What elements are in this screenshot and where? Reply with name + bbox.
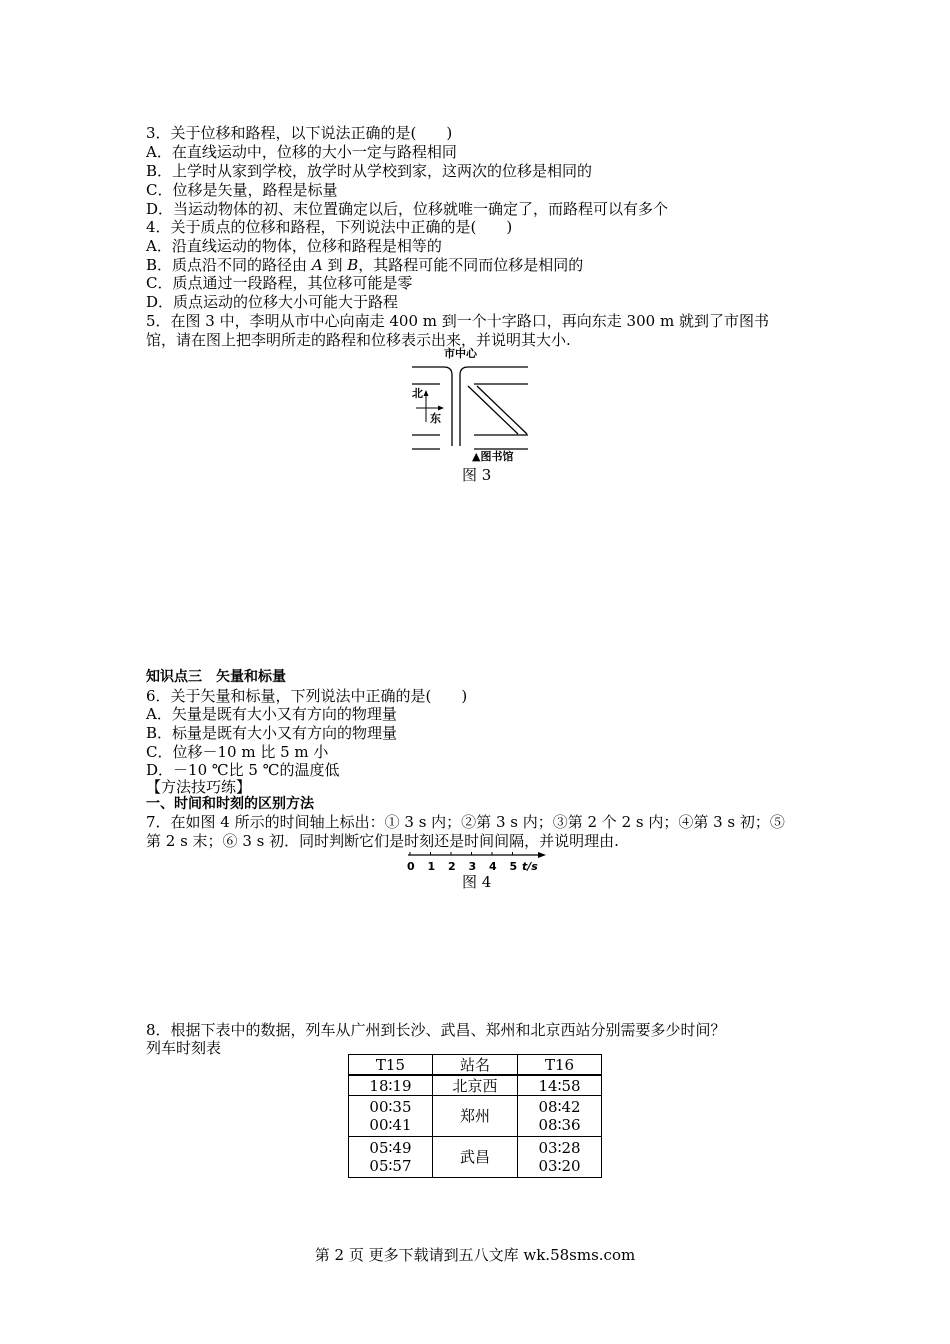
q4-option-b (146, 256, 583, 274)
east-arrow-icon (438, 406, 444, 411)
time-axis-tick-label: 3 (468, 860, 477, 873)
q3-option-d: D．当运动物体的初、末位置确定以后，位移就唯一确定了，而路程可以有多个 (146, 200, 669, 218)
q4-option-d: D．质点运动的位移大小可能大于路程 (146, 293, 399, 311)
figure-3-caption: 图 3 (462, 466, 492, 484)
timetable-station-cell: 北京西 (432, 1075, 517, 1096)
time-axis-tick-label: 0 (407, 860, 415, 873)
timetable-time: 05∶49 (369, 1139, 412, 1157)
q6-option-a: A．矢量是既有大小又有方向的物理量 (146, 705, 397, 723)
figure-4-caption: 图 4 (462, 873, 492, 891)
figure-3-map (410, 344, 535, 466)
timetable-time: 05∶57 (369, 1157, 412, 1175)
q8-line1: 8．根据下表中的数据，列车从广州到长沙、武昌、郑州和北京西站分别需要多少时间？ (146, 1021, 726, 1039)
timetable-time: 14∶58 (538, 1076, 581, 1095)
q4-stem: 4．关于质点的位移和路程，下列说法中正确的是( ) (146, 218, 513, 236)
map-diagonal-road-2 (477, 386, 527, 434)
timetable-row (349, 1096, 602, 1137)
timetable-header-row (349, 1055, 602, 1076)
map-diagonal-road-1 (468, 386, 518, 434)
train-timetable (348, 1054, 602, 1178)
q7-line1: 7．在如图 4 所示的时间轴上标出：① 3 s 内；②第 3 s 内；③第 2 个 2 s 内；④第 3 s 初；⑤ (146, 813, 785, 831)
timetable-time: 03∶20 (538, 1157, 581, 1175)
q6-option-b: B．标量是既有大小又有方向的物理量 (146, 724, 398, 742)
q4-option-c: C．质点通过一段路程，其位移可能是零 (146, 274, 413, 292)
section-3-title: 知识点三 矢量和标量 (146, 669, 286, 685)
timetable-row (349, 1137, 602, 1178)
map-label-east: 东 (430, 412, 441, 425)
timetable-t15-cell (349, 1096, 433, 1137)
north-arrow-icon (424, 390, 429, 396)
q3-option-a: A．在直线运动中，位移的大小一定与路程相同 (146, 143, 457, 161)
method-subtitle: 一、时间和时刻的区别方法 (146, 796, 314, 812)
time-axis-unit: t/s (522, 860, 538, 873)
q5-line2: 馆，请在图上把李明所走的路程和位移表示出来，并说明其大小. (146, 331, 571, 349)
point-b: B (347, 256, 359, 274)
map-road-edge-left-top (412, 367, 452, 446)
time-axis-tick-label: 5 (509, 860, 518, 873)
q3-stem: 3．关于位移和路程，以下说法正确的是( ) (146, 124, 453, 142)
timetable-t16-cell (518, 1096, 602, 1137)
time-axis-tick-label: 2 (448, 860, 456, 873)
time-axis-tick-label: 4 (489, 860, 497, 873)
q6-option-c: C．位移－10 m 比 5 m 小 (146, 743, 329, 761)
page-footer: 第 2 页 更多下载请到五八文库 wk.58sms.com (314, 1246, 636, 1264)
timetable-header-station: 站名 (432, 1055, 517, 1076)
timetable-time: 08∶42 (538, 1098, 581, 1116)
timetable-time: 08∶36 (538, 1116, 581, 1134)
method-title: 【方法技巧练】 (146, 778, 252, 796)
map-label-north: 北 (412, 387, 423, 400)
q7-line2: 第 2 s 末；⑥ 3 s 初．同时判断它们是时刻还是时间间隔，并说明理由. (146, 832, 619, 850)
map-label-library: ▲图书馆 (472, 450, 514, 463)
point-a: A (311, 256, 323, 274)
timetable-row (349, 1075, 602, 1096)
timetable-header-t16: T16 (518, 1055, 602, 1076)
time-axis-arrow-icon (538, 852, 546, 858)
timetable-t16-cell (518, 1075, 602, 1096)
q4-option-b-post: ，其路程可能不同而位移是相同的 (358, 256, 584, 274)
q4-option-b-mid: 到 (327, 256, 343, 274)
timetable-time: 00∶41 (369, 1116, 412, 1134)
time-axis-tick-label: 1 (427, 860, 436, 873)
timetable-header-t15: T15 (349, 1055, 433, 1076)
timetable-station-cell: 郑州 (432, 1096, 517, 1137)
timetable-t16-cell (518, 1137, 602, 1178)
q3-option-c: C．位移是矢量，路程是标量 (146, 181, 338, 199)
timetable-time: 18∶19 (369, 1076, 412, 1095)
q6-option-d: D．－10 ℃比 5 ℃的温度低 (146, 761, 340, 779)
q4-option-b-pre: B．质点沿不同的路径由 (146, 256, 308, 274)
q5-line1: 5．在图 3 中，李明从市中心向南走 400 m 到一个十字路口，再向东走 300 m 就到了市图书 (146, 312, 769, 330)
map-label-city-center: 市中心 (444, 347, 477, 360)
timetable-station-cell: 武昌 (432, 1137, 517, 1178)
q3-option-b: B．上学时从家到学校，放学时从学校到家，这两次的位移是相同的 (146, 162, 593, 180)
timetable-t15-cell (349, 1137, 433, 1178)
q8-line2: 列车时刻表 (146, 1039, 222, 1057)
timetable-time: 00∶35 (369, 1098, 412, 1116)
timetable-time: 03∶28 (538, 1139, 581, 1157)
figure-4-time-axis (404, 849, 549, 875)
q6-stem: 6．关于矢量和标量，下列说法中正确的是( ) (146, 687, 468, 705)
timetable-t15-cell (349, 1075, 433, 1096)
q4-option-a: A．沿直线运动的物体，位移和路程是相等的 (146, 237, 442, 255)
